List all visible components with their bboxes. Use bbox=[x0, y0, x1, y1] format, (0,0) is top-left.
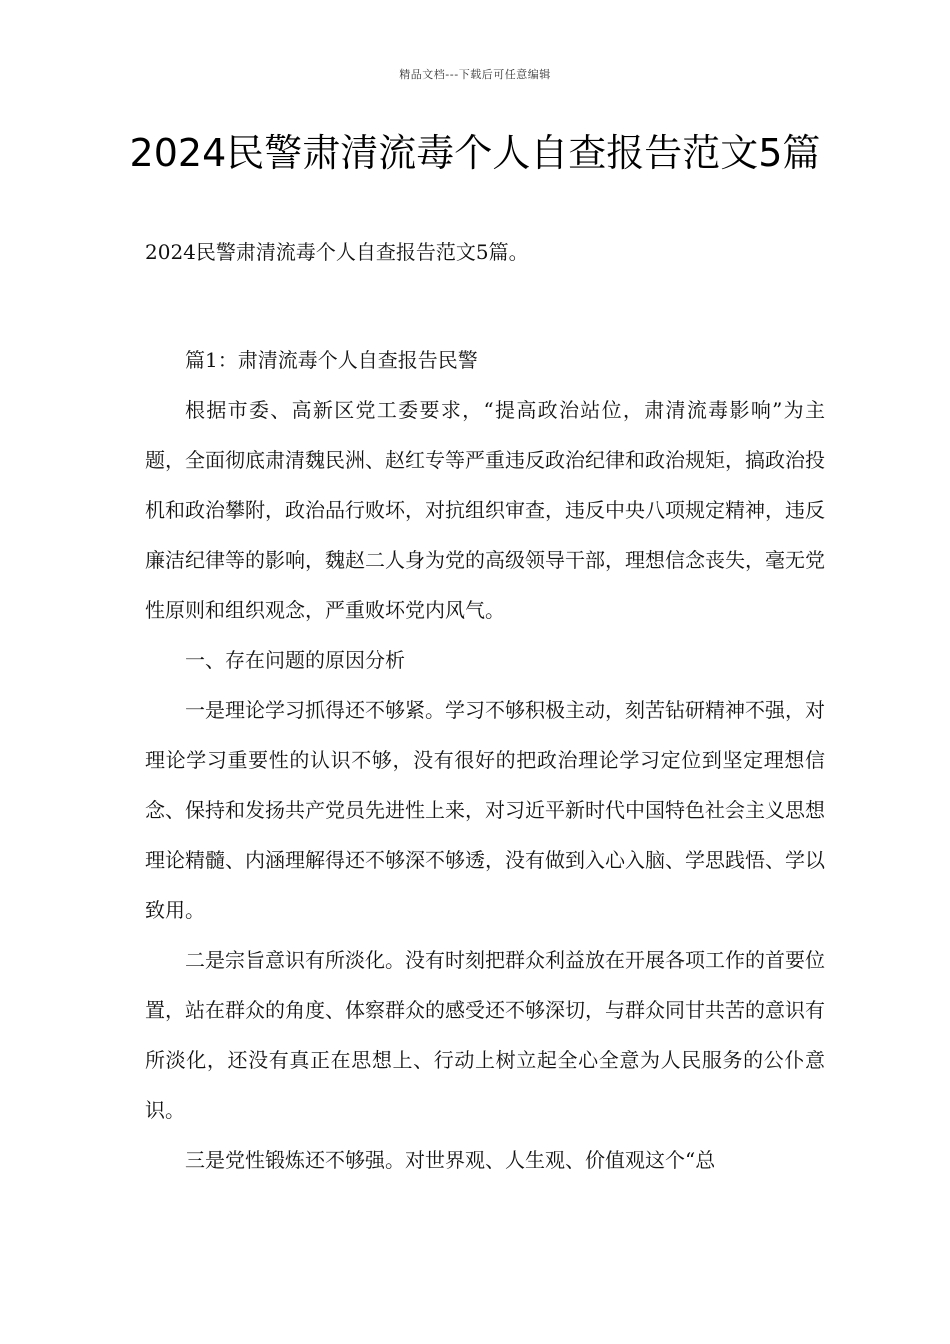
document-title: 2024民警肃清流毒个人自查报告范文5篇 bbox=[129, 131, 821, 175]
body-paragraph: 二是宗旨意识有所淡化。没有时刻把群众利益放在开展各项工作的首要位置，站在群众的角度、体察群众的感受还不够深切，与群众同甘共苦的意识有所淡化，还没有真正在思想上、行动上树立起全心全意为人民服务的公仆意识。 bbox=[145, 948, 825, 1122]
document-subtitle: 2024民警肃清流毒个人自查报告范文5篇。 bbox=[145, 240, 529, 264]
document-body bbox=[145, 335, 825, 1185]
body-paragraph: 根据市委、高新区党工委要求，“提高政治站位，肃清流毒影响”为主题，全面彻底肃清魏民洲、赵红专等严重违反政治纪律和政治规矩，搞政治投机和政治攀附，政治品行败坏，对抗组织审查，违反中央八项规定精神，违反廉洁纪律等的影响，魏赵二人身为党的高级领导干部，理想信念丧失，毫无党性原则和组织观念，严重败坏党内风气。 bbox=[145, 398, 825, 622]
section-heading-article-1: 篇1：肃清流毒个人自查报告民警 bbox=[185, 348, 478, 372]
header-note: 精品文档---下载后可任意编辑 bbox=[399, 68, 551, 81]
body-paragraph: 三是党性锻炼还不够强。对世界观、人生观、价值观这个“总 bbox=[185, 1148, 716, 1172]
body-paragraph: 一是理论学习抓得还不够紧。学习不够积极主动，刻苦钻研精神不强，对理论学习重要性的认识不够，没有很好的把政治理论学习定位到坚定理想信念、保持和发扬共产党员先进性上来，对习近平新时代中国特色社会主义思想理论精髓、内涵理解得还不够深不够透，没有做到入心入脑、学思践悟、学以致用。 bbox=[145, 698, 825, 922]
section-heading-cause-analysis: 一、存在问题的原因分析 bbox=[185, 648, 405, 672]
